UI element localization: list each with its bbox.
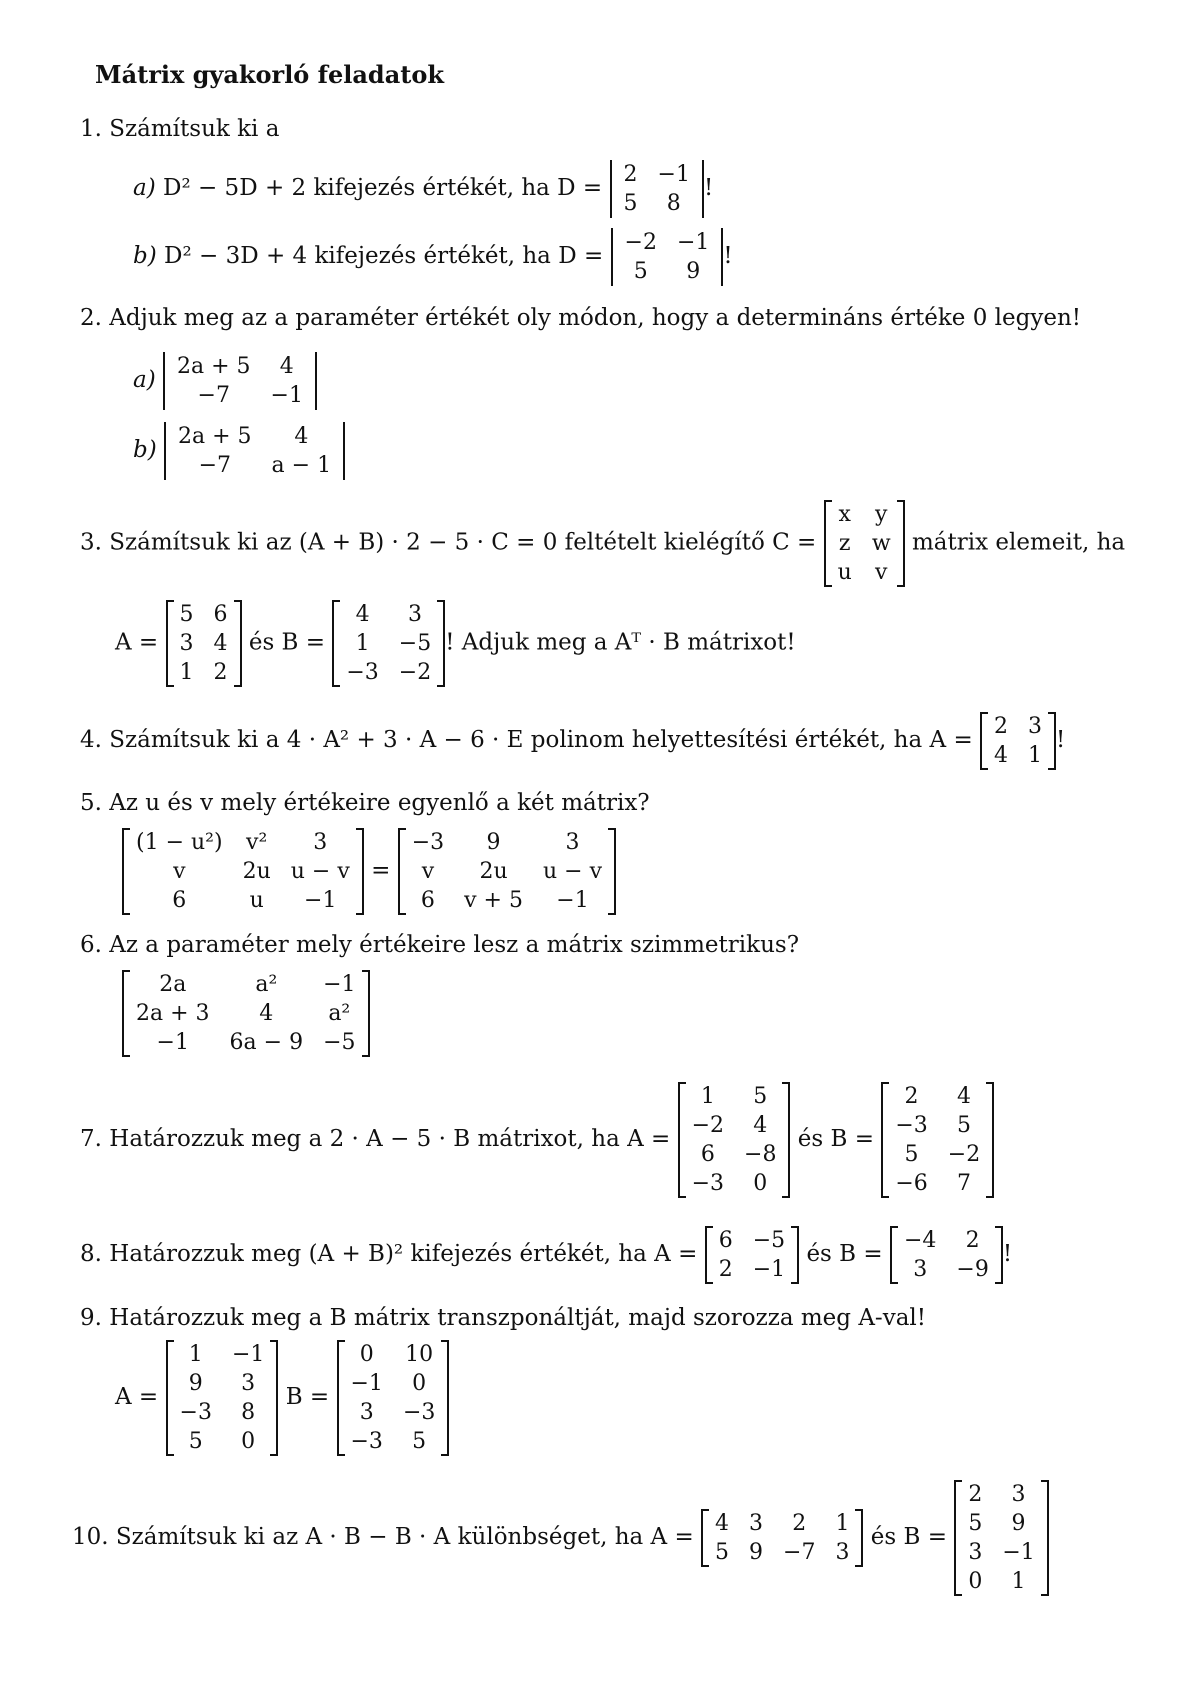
problem-4 <box>80 712 1065 770</box>
matrix-row <box>894 1226 999 1255</box>
matrix-cell: 3 <box>968 1540 983 1565</box>
matrix <box>611 228 724 286</box>
matrix-cell: u − v <box>542 859 603 884</box>
matrix-cell: −5 <box>323 1030 356 1055</box>
matrix-row <box>958 1567 1044 1596</box>
matrix-cell: 3 <box>1011 1482 1026 1507</box>
matrix-row <box>126 999 366 1028</box>
matrix <box>954 1480 1048 1596</box>
matrix-table <box>828 500 901 587</box>
matrix-row <box>167 381 313 410</box>
problem-2b-label: b) <box>133 437 157 463</box>
matrix-row <box>614 160 700 189</box>
matrix-table <box>341 1340 446 1456</box>
problem-1b <box>133 228 733 286</box>
matrix-cell: 5 <box>412 1429 427 1454</box>
matrix-cell: 1 <box>835 1511 850 1536</box>
problem-9-given <box>115 1340 449 1456</box>
matrix-row <box>126 1028 366 1057</box>
matrix-cell: −1 <box>156 1030 189 1055</box>
matrix-cell: 2 <box>904 1084 919 1109</box>
matrix <box>890 1226 1003 1284</box>
problem-1b-end: ! <box>723 243 733 269</box>
matrix-row <box>336 658 441 687</box>
matrix-cell: 4 <box>259 1001 274 1026</box>
matrix-cell: 5 <box>179 602 194 627</box>
matrix-cell: 9 <box>486 830 501 855</box>
matrix-cell: x <box>838 502 851 527</box>
matrix-cell: 5 <box>968 1511 983 1536</box>
matrix-cell: 2u <box>479 859 508 884</box>
matrix-cell: −7 <box>198 453 231 478</box>
matrix-cell: 9 <box>686 259 701 284</box>
matrix-cell: 2 <box>965 1228 980 1253</box>
matrix-row <box>885 1140 990 1169</box>
matrix-table <box>402 828 612 915</box>
matrix-cell: 4 <box>753 1113 768 1138</box>
matrix-cell: 1 <box>355 631 370 656</box>
matrix-row <box>885 1169 990 1198</box>
problem-7-number: 7. <box>80 1126 102 1152</box>
matrix <box>163 352 317 410</box>
matrix-cell: −1 <box>350 1371 383 1396</box>
problem-10-number: 10. <box>72 1524 109 1550</box>
problem-3-a-prefix: A = <box>115 629 159 656</box>
matrix-cell: a − 1 <box>271 453 332 478</box>
matrix-table <box>615 228 720 286</box>
matrix-row <box>958 1538 1044 1567</box>
matrix-cell: −5 <box>398 631 432 656</box>
matrix-cell: 1 <box>700 1084 715 1109</box>
matrix-cell: 3 <box>408 602 423 627</box>
matrix-row <box>709 1255 795 1284</box>
matrix-cell: 0 <box>412 1371 427 1396</box>
matrix-cell: 4 <box>956 1084 971 1109</box>
problem-10 <box>72 1480 1049 1596</box>
matrix-table <box>885 1082 990 1198</box>
problem-1 <box>80 116 279 142</box>
matrix-row <box>402 857 612 886</box>
matrix-cell: 5 <box>956 1113 971 1138</box>
matrix-cell: u <box>249 888 264 913</box>
matrix-cell: −1 <box>752 1257 786 1282</box>
matrix-cell: 5 <box>753 1084 768 1109</box>
problem-1a-end: ! <box>703 175 714 201</box>
matrix-cell: 5 <box>623 191 638 216</box>
matrix-table <box>958 1480 1044 1596</box>
matrix-cell: 2a + 5 <box>177 354 251 379</box>
problem-7 <box>80 1082 994 1198</box>
problem-4-end: ! <box>1056 727 1066 753</box>
matrix-cell: −3 <box>691 1171 725 1196</box>
matrix <box>678 1082 791 1198</box>
problem-3-text: Számítsuk ki az (A + B) · 2 − 5 · C = 0 feltételt kielégítő C = <box>109 529 817 556</box>
problem-3-text-end: mátrix elemeit, ha <box>911 529 1126 556</box>
problem-9-a-prefix: A = <box>115 1384 159 1410</box>
matrix-cell: 2 <box>792 1511 807 1536</box>
matrix-row <box>984 741 1052 770</box>
matrix-cell: 2a + 5 <box>178 424 252 449</box>
matrix-cell: 2 <box>623 162 638 187</box>
problem-2a <box>133 352 317 410</box>
matrix-cell: −4 <box>903 1228 937 1253</box>
matrix-cell: 5 <box>904 1142 919 1167</box>
matrix-cell: y <box>875 502 888 527</box>
matrix-cell: 2 <box>213 660 228 685</box>
matrix-row <box>709 1226 795 1255</box>
matrix-cell: 4 <box>355 602 370 627</box>
problem-6-matrix-wrap <box>122 970 370 1057</box>
matrix-row <box>958 1480 1044 1509</box>
matrix-cell: 1 <box>188 1342 203 1367</box>
matrix-row <box>168 451 341 480</box>
matrix-cell: 8 <box>666 191 681 216</box>
matrix-row <box>170 658 238 687</box>
matrix-cell: 9 <box>749 1540 764 1565</box>
matrix-cell: 4 <box>279 354 294 379</box>
matrix-cell: 6a − 9 <box>229 1030 304 1055</box>
matrix-cell: 3 <box>749 1511 764 1536</box>
matrix-cell: 9 <box>1011 1511 1026 1536</box>
matrix-row <box>168 422 341 451</box>
matrix-cell: −2 <box>691 1113 725 1138</box>
matrix-cell: v² <box>246 830 268 855</box>
matrix <box>881 1082 994 1198</box>
matrix-row <box>170 600 238 629</box>
matrix-cell: −7 <box>197 383 230 408</box>
problem-1a-label: a) <box>133 175 156 201</box>
problem-1a-text: D² − 5D + 2 kifejezés értékét, ha D = <box>163 175 603 201</box>
matrix-cell: −3 <box>411 830 445 855</box>
matrix <box>701 1509 863 1567</box>
matrix-row <box>170 1369 275 1398</box>
problem-8-and-b: és B = <box>806 1241 883 1267</box>
problem-1-text: Számítsuk ki a <box>109 116 280 142</box>
matrix-row <box>682 1140 787 1169</box>
matrix-row <box>402 886 612 915</box>
matrix-cell: 3 <box>313 830 328 855</box>
problem-10-text: Számítsuk ki az A · B − B · A különbséget, ha A = <box>115 1524 694 1550</box>
matrix-cell: w <box>871 531 891 556</box>
page-title: Mátrix gyakorló feladatok <box>95 60 444 89</box>
matrix-cell: 9 <box>188 1371 203 1396</box>
matrix-cell: 5 <box>633 259 648 284</box>
matrix-cell: v + 5 <box>464 888 523 913</box>
matrix-cell: 0 <box>359 1342 374 1367</box>
matrix-cell: −3 <box>402 1400 436 1425</box>
matrix <box>705 1226 799 1284</box>
problem-2-number: 2. <box>80 305 102 331</box>
matrix-row <box>170 629 238 658</box>
matrix-cell: 4 <box>994 743 1009 768</box>
matrix-row <box>828 558 901 587</box>
matrix-cell: 3 <box>835 1540 850 1565</box>
problem-5 <box>80 790 650 816</box>
matrix-cell: z <box>838 531 851 556</box>
matrix-table <box>984 712 1052 770</box>
matrix-cell: 6 <box>718 1228 733 1253</box>
matrix-row <box>341 1369 446 1398</box>
matrix-cell: −1 <box>1002 1540 1035 1565</box>
matrix-cell: 3 <box>913 1257 928 1282</box>
problem-7-text: Határozzuk meg a 2 · A − 5 · B mátrixot, ha A = <box>109 1126 671 1152</box>
matrix-cell: 5 <box>188 1429 203 1454</box>
matrix-cell: 8 <box>241 1400 256 1425</box>
matrix-row <box>682 1169 787 1198</box>
matrix-cell: −2 <box>624 230 657 255</box>
matrix-cell: −6 <box>895 1171 928 1196</box>
problem-1a <box>133 160 713 218</box>
matrix-row <box>341 1427 446 1456</box>
problem-5-eq: = <box>371 857 391 884</box>
matrix <box>824 500 905 587</box>
problem-7-and-b: és B = <box>797 1126 875 1152</box>
matrix-cell: 6 <box>213 602 228 627</box>
matrix-row <box>170 1340 275 1369</box>
matrix-row <box>682 1111 787 1140</box>
matrix-row <box>126 857 360 886</box>
matrix-row <box>705 1538 859 1567</box>
matrix-table <box>126 828 360 915</box>
matrix-cell: 0 <box>968 1569 983 1594</box>
matrix <box>337 1340 450 1456</box>
problem-9 <box>80 1305 926 1331</box>
matrix-cell: 3 <box>241 1371 256 1396</box>
matrix-table <box>705 1509 859 1567</box>
matrix-cell: −5 <box>752 1228 786 1253</box>
problem-6-number: 6. <box>80 932 102 958</box>
matrix-row <box>126 970 366 999</box>
matrix-row <box>828 529 901 558</box>
matrix-cell: −1 <box>657 162 690 187</box>
matrix-cell: −1 <box>556 888 589 913</box>
matrix-row <box>126 828 360 857</box>
problem-3-number: 3. <box>80 529 102 556</box>
matrix-cell: 6 <box>420 888 435 913</box>
problem-2-text: Adjuk meg az a paraméter értékét oly módon, hogy a determináns értéke 0 legyen! <box>109 305 1081 331</box>
matrix-table <box>170 1340 275 1456</box>
problem-1b-text: D² − 3D + 4 kifejezés értékét, ha D = <box>164 243 604 269</box>
matrix-cell: v <box>875 560 888 585</box>
matrix <box>164 422 345 480</box>
matrix-row <box>170 1398 275 1427</box>
matrix-row <box>958 1509 1044 1538</box>
matrix-table <box>126 970 366 1057</box>
matrix-row <box>615 228 720 257</box>
matrix-cell: 2 <box>994 714 1009 739</box>
matrix-row <box>126 886 360 915</box>
matrix-cell: a² <box>255 972 278 997</box>
matrix-row <box>341 1398 446 1427</box>
matrix-cell: u − v <box>290 859 350 884</box>
problem-2 <box>80 305 1081 331</box>
matrix-row <box>170 1427 275 1456</box>
matrix-row <box>894 1255 999 1284</box>
matrix-table <box>709 1226 795 1284</box>
matrix-cell: v <box>173 859 186 884</box>
matrix-cell: −3 <box>895 1113 928 1138</box>
matrix-cell: 2 <box>718 1257 733 1282</box>
problem-3-tail: ! Adjuk meg a Aᵀ · B mátrixot! <box>445 629 796 656</box>
matrix-cell: 0 <box>753 1171 768 1196</box>
matrix-cell: 2u <box>242 859 271 884</box>
problem-8-text: Határozzuk meg (A + B)² kifejezés értékét, ha A = <box>109 1241 698 1267</box>
matrix-cell: −9 <box>956 1257 989 1282</box>
matrix-cell: 1 <box>1028 743 1043 768</box>
matrix-cell: 1 <box>179 660 194 685</box>
matrix-table <box>168 422 341 480</box>
problem-4-number: 4. <box>80 727 102 753</box>
matrix-row <box>984 712 1052 741</box>
matrix-row <box>682 1082 787 1111</box>
matrix-cell: 2a + 3 <box>136 1001 210 1026</box>
problem-3-given <box>115 600 796 687</box>
matrix-row <box>705 1509 859 1538</box>
matrix-cell: 1 <box>1011 1569 1026 1594</box>
matrix-cell: (1 − u²) <box>136 830 223 855</box>
problem-1-number: 1. <box>80 116 102 142</box>
matrix-cell: −1 <box>270 383 303 408</box>
problem-8-number: 8. <box>80 1241 102 1267</box>
matrix-table <box>336 600 441 687</box>
matrix-row <box>336 629 441 658</box>
matrix-cell: 4 <box>715 1511 730 1536</box>
matrix-row <box>336 600 441 629</box>
matrix-row <box>402 828 612 857</box>
matrix <box>332 600 445 687</box>
matrix-cell: −2 <box>947 1142 981 1167</box>
matrix-table <box>682 1082 787 1198</box>
matrix-cell: −3 <box>346 660 379 685</box>
matrix-row <box>885 1111 990 1140</box>
matrix-cell: −1 <box>323 972 356 997</box>
matrix-cell: −3 <box>179 1400 212 1425</box>
matrix <box>398 828 616 915</box>
matrix-row <box>167 352 313 381</box>
problem-2b <box>133 422 345 480</box>
problem-9-number: 9. <box>80 1305 102 1331</box>
matrix-cell: −1 <box>231 1342 265 1367</box>
problem-9-text: Határozzuk meg a B mátrix transzponáltját, majd szorozza meg A-val! <box>109 1305 927 1331</box>
matrix-cell: −3 <box>350 1429 383 1454</box>
matrix-cell: 3 <box>565 830 580 855</box>
matrix-row <box>828 500 901 529</box>
matrix-cell: 4 <box>294 424 309 449</box>
matrix-cell: 6 <box>172 888 187 913</box>
problem-10-and-b: és B = <box>870 1524 948 1550</box>
matrix-cell: 3 <box>359 1400 374 1425</box>
problem-3-and-b: és B = <box>248 629 326 656</box>
matrix-cell: −7 <box>783 1540 816 1565</box>
matrix-row <box>885 1082 990 1111</box>
problem-6-text: Az a paraméter mely értékeire lesz a mátrix szimmetrikus? <box>109 932 800 958</box>
matrix-cell: −1 <box>676 230 710 255</box>
matrix <box>166 1340 279 1456</box>
problem-1b-label: b) <box>133 243 157 269</box>
matrix-table <box>614 160 700 218</box>
matrix-table <box>170 600 238 687</box>
matrix-row <box>341 1340 446 1369</box>
problem-6 <box>80 932 799 958</box>
matrix-cell: 2 <box>968 1482 983 1507</box>
matrix-cell: 10 <box>405 1342 434 1367</box>
problem-4-text: Számítsuk ki a 4 · A² + 3 · A − 6 · E polinom helyettesítési értékét, ha A = <box>109 727 973 753</box>
matrix <box>166 600 242 687</box>
matrix <box>122 970 370 1057</box>
matrix-cell: 3 <box>1028 714 1043 739</box>
problem-5-equation <box>122 828 616 915</box>
matrix-cell: −2 <box>398 660 432 685</box>
matrix-row <box>614 189 700 218</box>
problem-5-number: 5. <box>80 790 102 816</box>
matrix-cell: u <box>837 560 852 585</box>
matrix <box>610 160 704 218</box>
matrix-cell: −1 <box>304 888 337 913</box>
problem-8 <box>80 1226 1012 1284</box>
matrix-cell: 2a <box>159 972 187 997</box>
matrix-cell: 0 <box>241 1429 256 1454</box>
matrix-row <box>615 257 720 286</box>
matrix-cell: 4 <box>213 631 228 656</box>
matrix-cell: v <box>421 859 435 884</box>
matrix-table <box>894 1226 999 1284</box>
matrix-cell: −8 <box>744 1142 777 1167</box>
matrix <box>980 712 1056 770</box>
matrix <box>122 828 364 915</box>
matrix-cell: 7 <box>956 1171 971 1196</box>
matrix-cell: 5 <box>715 1540 730 1565</box>
matrix-table <box>167 352 313 410</box>
problem-2a-label: a) <box>133 367 156 393</box>
problem-5-text: Az u és v mely értékeire egyenlő a két mátrix? <box>109 790 650 816</box>
problem-9-b-prefix: B = <box>285 1384 330 1410</box>
matrix-cell: 3 <box>179 631 194 656</box>
matrix-cell: 6 <box>700 1142 715 1167</box>
problem-8-end: ! <box>1002 1241 1013 1267</box>
problem-3 <box>80 500 1125 587</box>
matrix-cell: a² <box>328 1001 351 1026</box>
